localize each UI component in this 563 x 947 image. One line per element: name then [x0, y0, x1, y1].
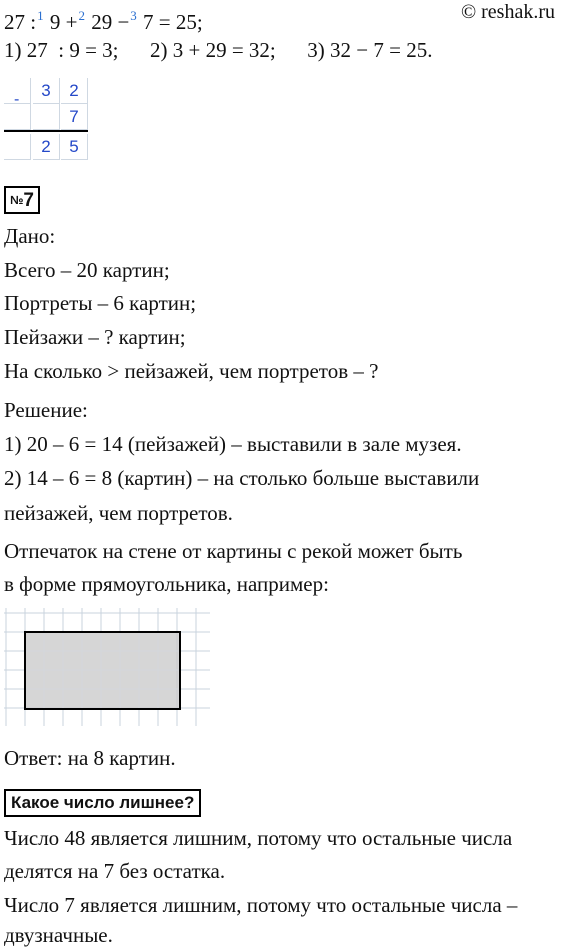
imprint-line-2: в форме прямоугольника, например:	[4, 572, 329, 596]
extra-line-1: Число 48 является лишним, потому что остальные числа	[4, 826, 513, 850]
step-mark-3: 3	[130, 8, 137, 23]
rectangle-grid-figure	[4, 608, 210, 726]
expression-line	[4, 4, 203, 34]
answer-line: Ответ: на 8 картин.	[4, 746, 176, 770]
result-digit-2: 5	[61, 134, 88, 160]
task-number-box	[4, 186, 40, 214]
given-line-4: На сколько > пейзажей, чем портретов – ?	[4, 359, 379, 383]
task-number: 7	[23, 190, 34, 211]
minus-sign: -	[14, 91, 20, 108]
extra-line-2: делятся на 7 без остатка.	[4, 859, 226, 883]
solution-label: Решение:	[4, 398, 88, 422]
expr-part-c: 29 −	[91, 10, 130, 34]
given-line-2: Портреты – 6 картин;	[4, 291, 197, 315]
solution-line-2: 2) 14 – 6 = 8 (картин) – на столько больше выставили	[4, 466, 480, 490]
solution-line-1: 1) 20 – 6 = 14 (пейзажей) – выставили в зале музея.	[4, 432, 462, 456]
middle-digit-2: 7	[61, 104, 88, 130]
subtraction-bar	[4, 130, 88, 132]
top-digit-2: 2	[61, 78, 88, 104]
step-mark-2: 2	[78, 8, 85, 23]
middle-digit-1	[33, 104, 60, 130]
top-digit-1: 3	[33, 78, 60, 104]
step-mark-1: 1	[37, 8, 44, 23]
column-subtraction	[4, 78, 88, 162]
expr-part-d: 7 = 25;	[143, 10, 203, 34]
steps-line: 1) 27 : 9 = 3; 2) 3 + 29 = 32; 3) 32 − 7 = 25.	[4, 38, 433, 62]
given-line-3: Пейзажи – ? картин;	[4, 325, 186, 349]
number-sign: №	[10, 193, 24, 207]
given-label: Дано:	[4, 224, 56, 248]
extra-question-heading: Какое число лишнее?	[4, 789, 201, 817]
imprint-line-1: Отпечаток на стене от картины с рекой может быть	[4, 539, 463, 563]
solution-line-3: пейзажей, чем портретов.	[4, 501, 233, 525]
expr-part-a: 27 :	[4, 10, 37, 34]
given-line-1: Всего – 20 картин;	[4, 258, 170, 282]
result-digit-1: 2	[33, 134, 60, 160]
site-watermark: © reshak.ru	[460, 1, 555, 23]
extra-line-4: двузначные.	[4, 923, 113, 947]
extra-line-3: Число 7 является лишним, потому что остальные числа –	[4, 893, 518, 917]
expr-part-b: 9 +	[49, 10, 78, 34]
grid-svg	[4, 608, 210, 726]
